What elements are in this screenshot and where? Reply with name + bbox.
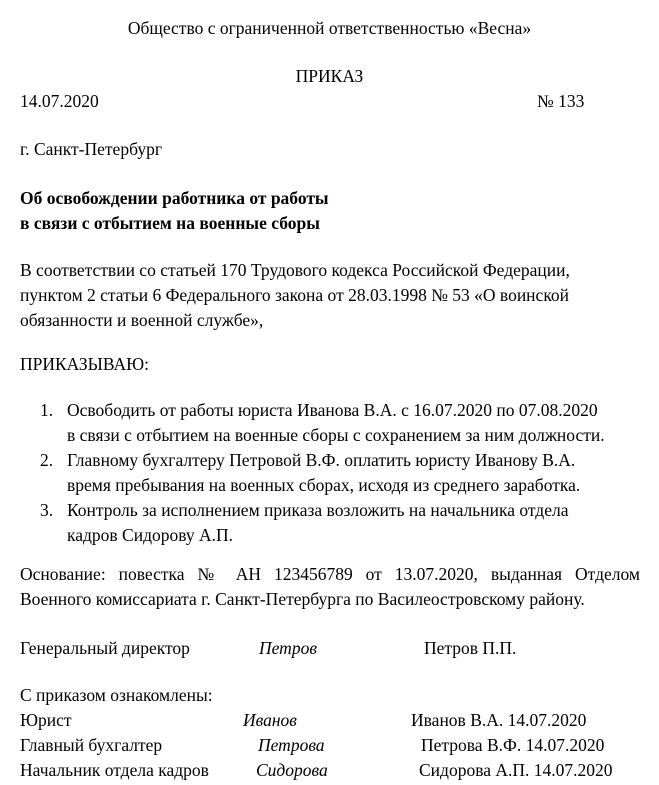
- list-item: [40, 398, 650, 448]
- preamble-line: обязанности и военной службе»,: [20, 310, 264, 330]
- ack-name-date: Иванов В.А. 14.07.2020: [411, 710, 587, 730]
- list-item-text: Освободить от работы юриста Иванова В.А. с 16.07.2020 по 07.08.2020: [67, 400, 598, 420]
- order-heading-line: в связи с отбытием на военные сборы: [20, 213, 320, 233]
- signatory-position: Генеральный директор: [20, 638, 190, 658]
- acknowledgement-title: С приказом ознакомлены:: [20, 685, 213, 705]
- ack-position: Начальник отдела кадров: [20, 760, 209, 780]
- list-item: [40, 448, 650, 498]
- list-item-text: в связи с отбытием на военные сборы с сохранением за ним должности.: [67, 425, 605, 445]
- list-item-text: Главному бухгалтеру Петровой В.Ф. оплатить юристу Иванову В.А.: [67, 450, 576, 470]
- preamble-line: пунктом 2 статьи 6 Федерального закона от 28.03.1998 № 53 «О воинской: [20, 285, 570, 305]
- acknowledgement-row: [0, 708, 659, 733]
- document-date: 14.07.2020: [20, 91, 99, 111]
- list-item-text: Контроль за исполнением приказа возложить на начальника отдела: [67, 500, 569, 520]
- list-item-text: кадров Сидорову А.П.: [67, 525, 234, 545]
- list-item-number: 3.: [40, 500, 54, 520]
- acknowledgement-row: [0, 733, 659, 758]
- order-word: ПРИКАЗЫВАЮ:: [20, 354, 149, 374]
- city: г. Санкт-Петербург: [20, 139, 162, 159]
- preamble: [20, 258, 640, 333]
- ack-handwritten-signature: Сидорова: [256, 760, 328, 780]
- document-number: № 133: [537, 91, 585, 111]
- ack-name-date: Сидорова А.П. 14.07.2020: [419, 760, 613, 780]
- grounds: [20, 562, 640, 612]
- list-item: [40, 498, 650, 548]
- ack-name-date: Петрова В.Ф. 14.07.2020: [421, 735, 605, 755]
- ack-handwritten-signature: Иванов: [243, 710, 297, 730]
- organization-name: Общество с ограниченной ответственностью «Весна»: [127, 18, 532, 38]
- grounds-line: Военного комиссариата г. Санкт-Петербурга по Василеостровскому району.: [20, 589, 585, 609]
- ack-position: Юрист: [20, 710, 72, 730]
- signatory-name: Петров П.П.: [424, 638, 517, 658]
- list-item-number: 2.: [40, 450, 54, 470]
- ack-position: Главный бухгалтер: [20, 735, 163, 755]
- ack-handwritten-signature: Петрова: [258, 735, 325, 755]
- list-item-text: время пребывания на военных сборах, исходя из среднего заработка.: [67, 475, 581, 495]
- order-heading-line: Об освобождении работника от работы: [20, 188, 329, 208]
- order-heading: [20, 186, 329, 236]
- grounds-line: Основание: повестка № АН 123456789 от 13.07.2020, выданная Отделом: [20, 564, 640, 584]
- signatory-handwritten-signature: Петров: [259, 638, 317, 658]
- acknowledgement-row: [0, 758, 659, 783]
- document-type: ПРИКАЗ: [295, 66, 364, 86]
- preamble-line: В соответствии со статьей 170 Трудового кодекса Российской Федерации,: [20, 260, 570, 280]
- order-items-list: [40, 398, 650, 548]
- list-item-number: 1.: [40, 400, 54, 420]
